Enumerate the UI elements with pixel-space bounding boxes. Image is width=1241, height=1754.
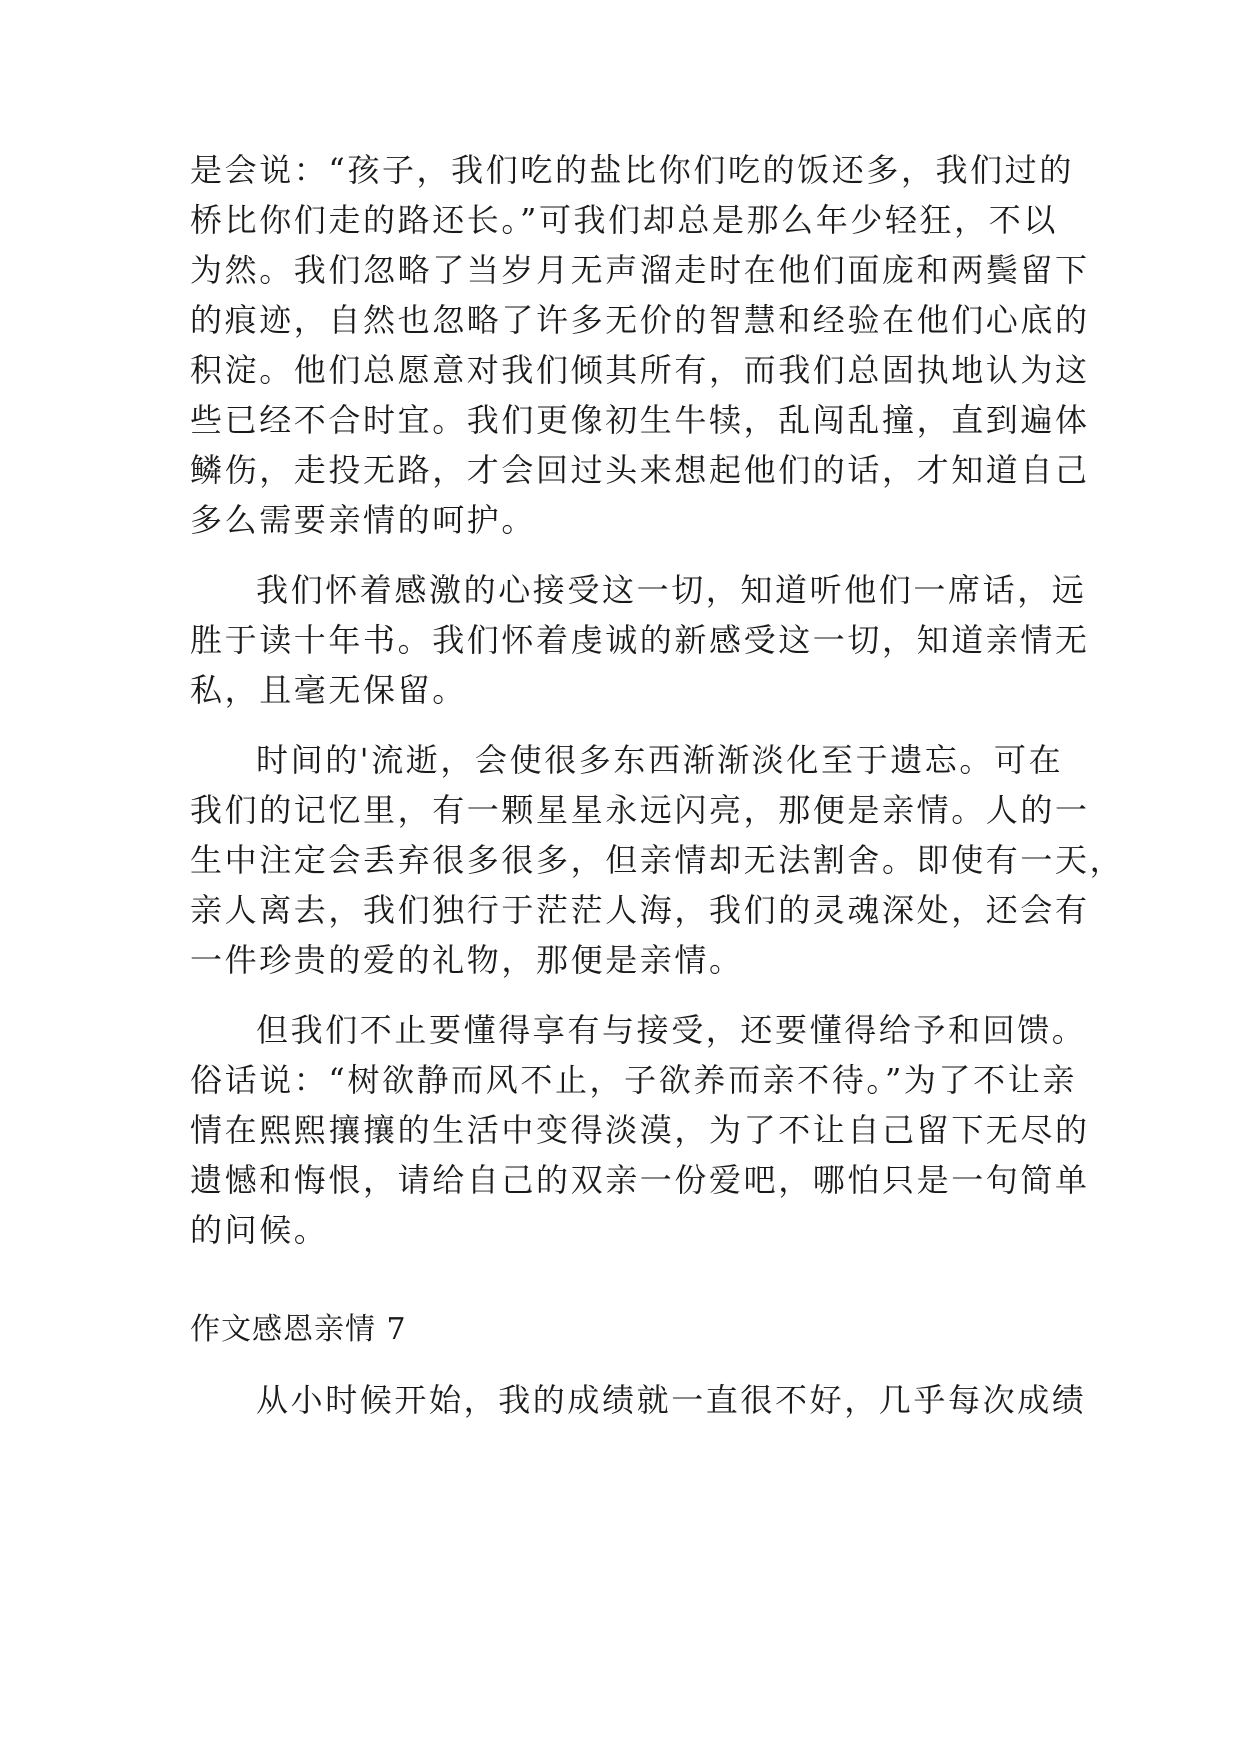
text-line: 的痕迹，自然也忽略了许多无价的智慧和经验在他们心底的	[190, 301, 1090, 339]
text-line: 从小时候开始，我的成绩就一直很不好，几乎每次成绩	[256, 1381, 1087, 1419]
text-line: 的问候。	[190, 1211, 329, 1249]
text-line: 一件珍贵的爱的礼物，那便是亲情。	[190, 941, 744, 979]
text-line: 我们的记忆里，有一颗星星永远闪亮，那便是亲情。人的一	[190, 791, 1090, 829]
section-heading: 作文感恩亲情 7	[190, 1312, 407, 1347]
text-line: 亲人离去，我们独行于茫茫人海，我们的灵魂深处，还会有	[190, 891, 1090, 929]
text-line: 桥比你们走的路还长。”可我们却总是那么年少轻狂，不以	[190, 201, 1058, 239]
text-line: 俗话说：“树欲静而风不止，子欲养而亲不待。”为了不让亲	[190, 1061, 1077, 1099]
text-line: 私，且毫无保留。	[190, 671, 467, 709]
text-line: 积淀。他们总愿意对我们倾其所有，而我们总固执地认为这	[190, 351, 1090, 389]
text-line: 多么需要亲情的呵护。	[190, 501, 537, 539]
text-line: 生中注定会丢弃很多很多，但亲情却无法割舍。即使有一天，	[190, 841, 1125, 879]
text-line: 为然。我们忽略了当岁月无声溜走时在他们面庞和两鬓留下	[190, 251, 1090, 289]
text-line: 时间的'流逝，会使很多东西渐渐淡化至于遗忘。可在	[256, 741, 1064, 779]
text-line: 些已经不合时宜。我们更像初生牛犊，乱闯乱撞，直到遍体	[190, 401, 1090, 439]
text-line: 遗憾和悔恨，请给自己的双亲一份爱吧，哪怕只是一句简单	[190, 1161, 1090, 1199]
text-line: 胜于读十年书。我们怀着虔诚的新感受这一切，知道亲情无	[190, 621, 1090, 659]
text-line: 我们怀着感激的心接受这一切，知道听他们一席话，远	[256, 571, 1087, 609]
text-line: 鳞伤，走投无路，才会回过头来想起他们的话，才知道自己	[190, 451, 1090, 489]
text-line: 情在熙熙攘攘的生活中变得淡漠，为了不让自己留下无尽的	[190, 1111, 1090, 1149]
text-line: 但我们不止要懂得享有与接受，还要懂得给予和回馈。	[256, 1011, 1087, 1049]
text-line: 是会说：“孩子，我们吃的盐比你们吃的饭还多，我们过的	[190, 151, 1074, 189]
